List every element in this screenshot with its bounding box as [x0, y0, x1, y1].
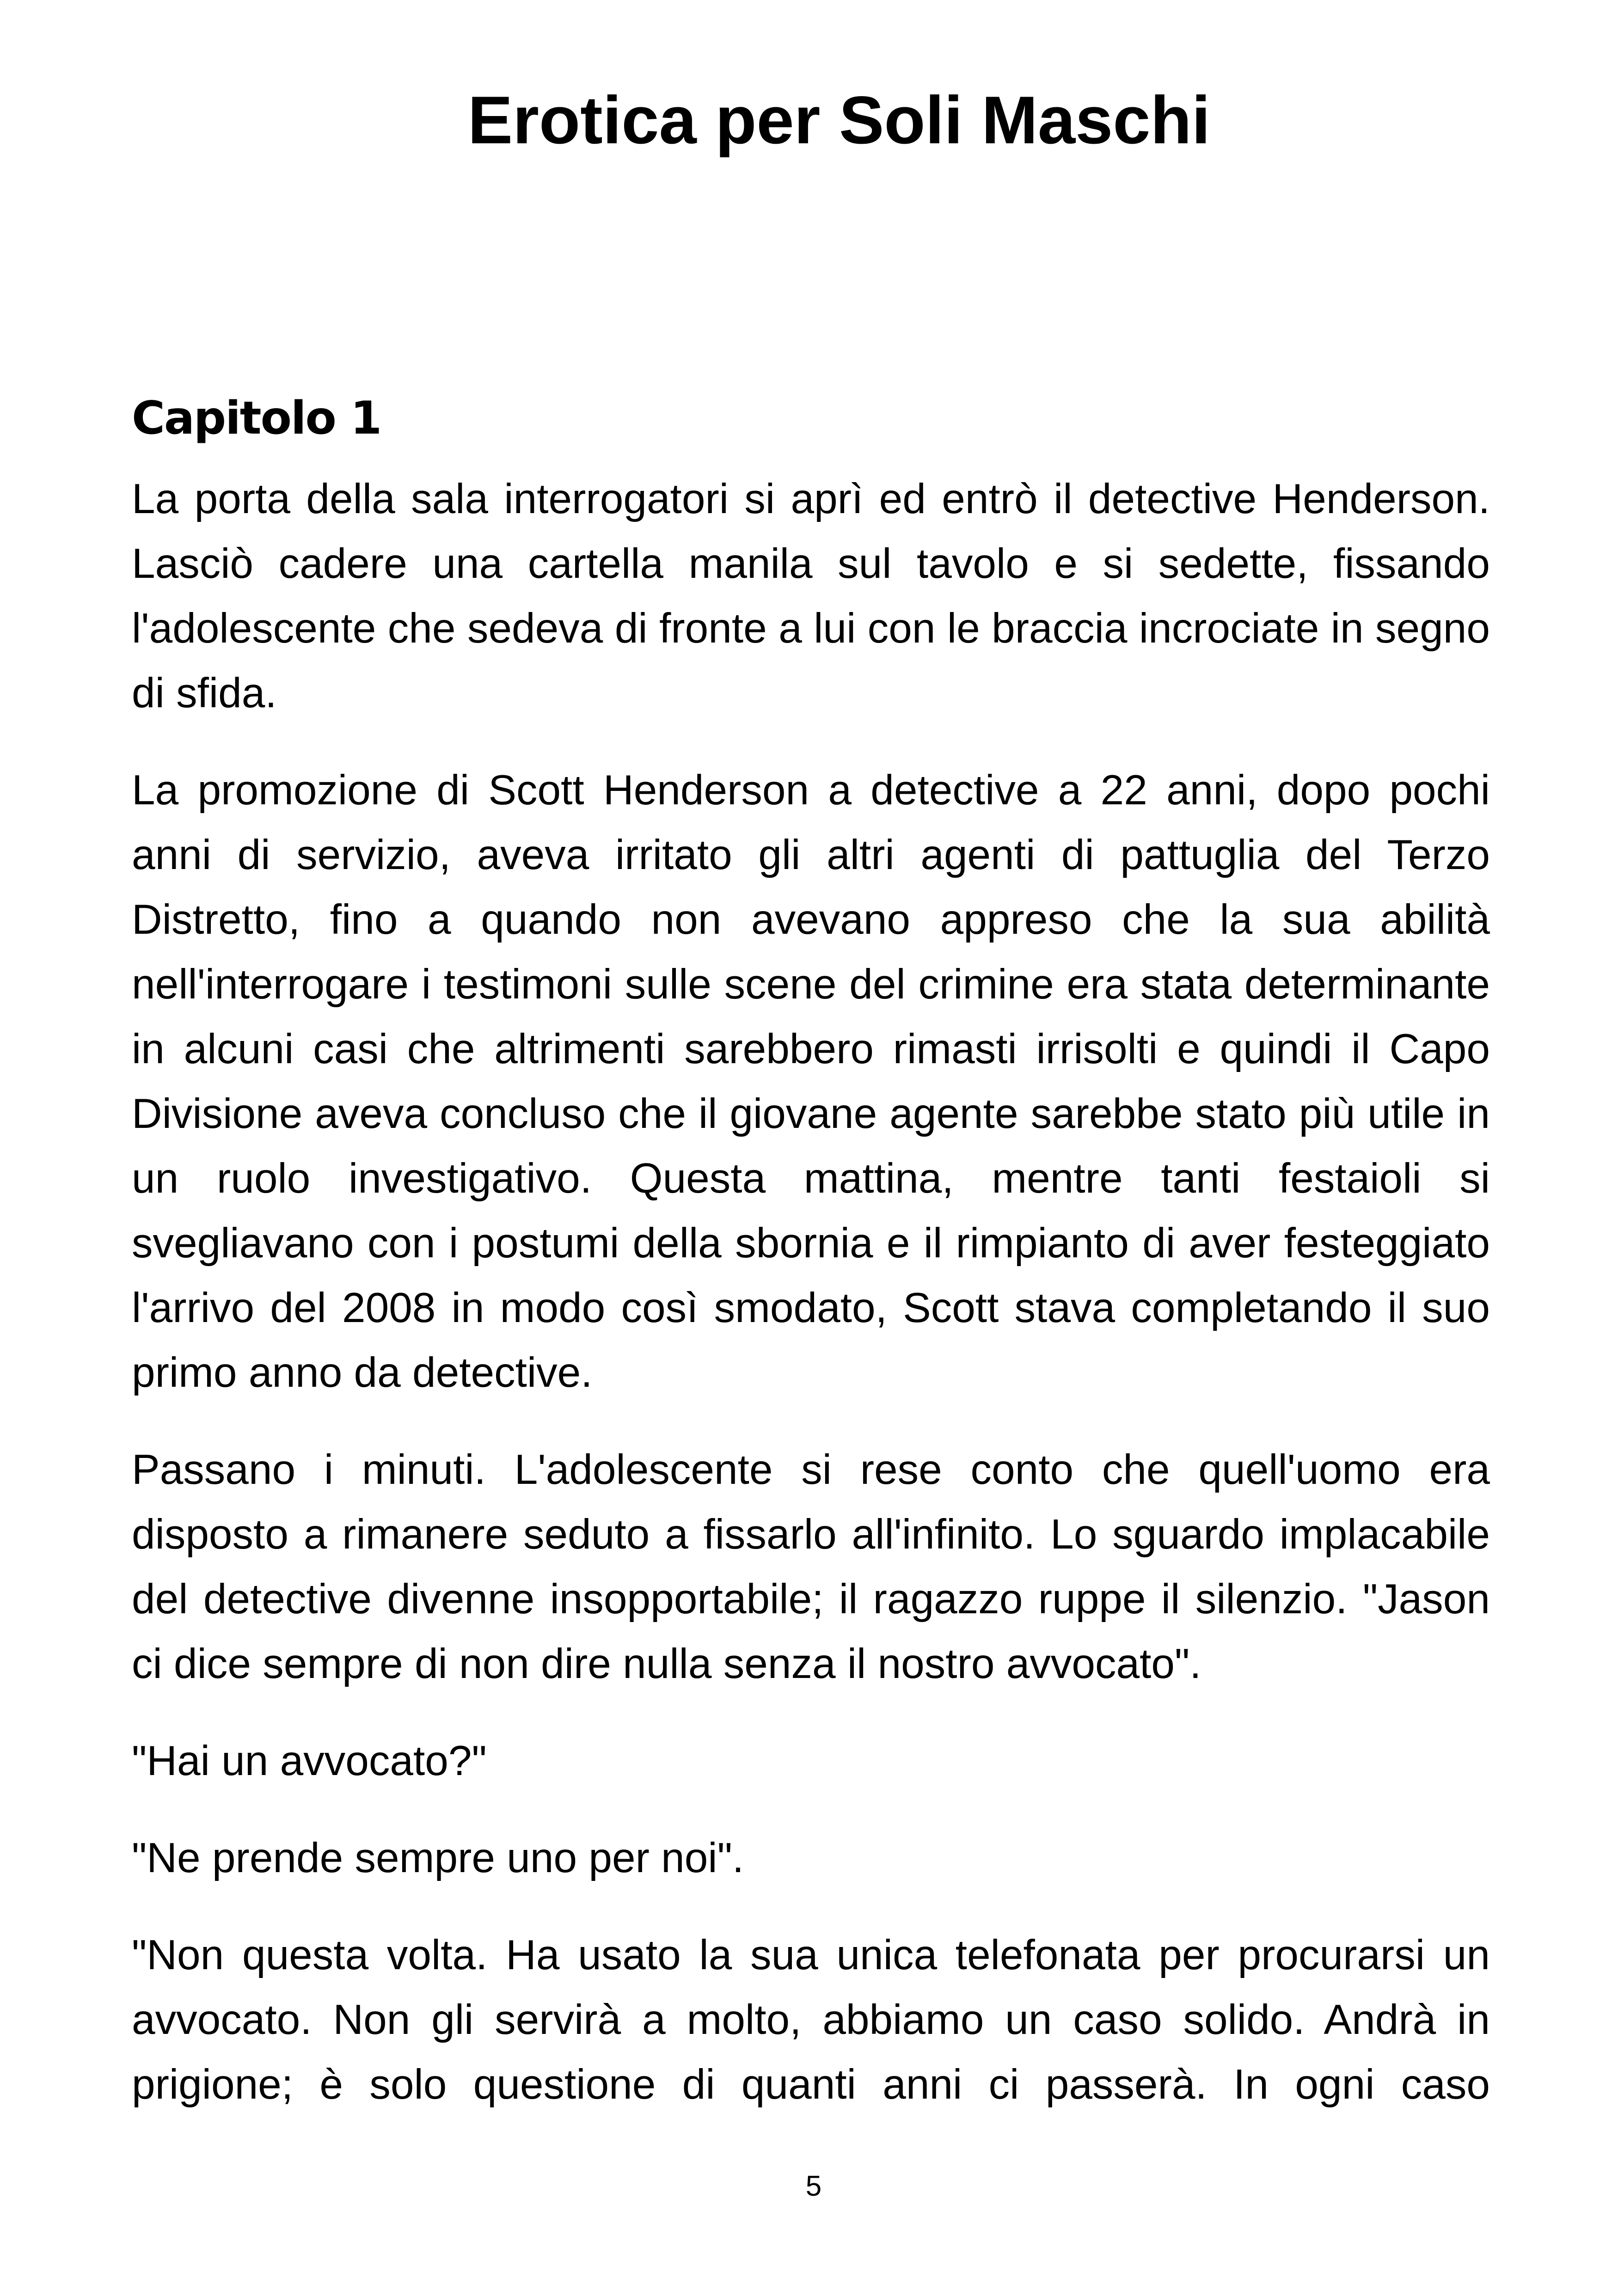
- paragraph: "Non questa volta. Ha usato la sua unica telefonata per procurarsi un avvocato. Non gli servirà a molto, abbiamo un caso solido. Andrà in prigione; è solo questione di quanti anni ci passerà. In ogni caso: [132, 1932, 1490, 2108]
- paragraph: "Hai un avvocato?": [132, 1738, 487, 1784]
- paragraph: La promozione di Scott Henderson a detective a 22 anni, dopo pochi anni di servizio, aveva irritato gli altri agenti di pattuglia del Terzo Distretto, fino a quando non avevano appreso che la sua abilità nell'interrogare i testimoni sulle scene del crimine era stata determinante in alcuni casi che altrimenti sarebbero rimasti irrisolti e quindi il Capo Divisione aveva concluso che il giovane agente sarebbe stato più utile in un ruolo investigativo. Questa mattina, mentre tanti festaioli si svegliavano con i postumi della sbornia e il rimpianto di aver festeggiato l'arrivo del 2008 in modo così smodato, Scott stava completando il suo primo anno da detective.: [132, 767, 1490, 1396]
- book-title: Erotica per Soli Maschi: [467, 82, 1211, 158]
- paragraph: "Ne prende sempre uno per noi".: [132, 1835, 744, 1881]
- paragraph: Passano i minuti. L'adolescente si rese conto che quell'uomo era disposto a rimanere seduto a fissarlo all'infinito. Lo sguardo implacabile del detective divenne insopportabile; il ragazzo ruppe il silenzio. "Jason ci dice sempre di non dire nulla senza il nostro avvocato".: [132, 1446, 1490, 1687]
- chapter-body: [132, 467, 1490, 2117]
- paragraph: La porta della sala interrogatori si aprì ed entrò il detective Henderson. Lasciò cadere una cartella manila sul tavolo e si sedette, fissando l'adolescente che sedeva di fronte a lui con le braccia incrociate in segno di sfida.: [132, 476, 1490, 716]
- page-number: 5: [805, 2170, 822, 2202]
- chapter-heading: Capitolo 1: [132, 392, 381, 445]
